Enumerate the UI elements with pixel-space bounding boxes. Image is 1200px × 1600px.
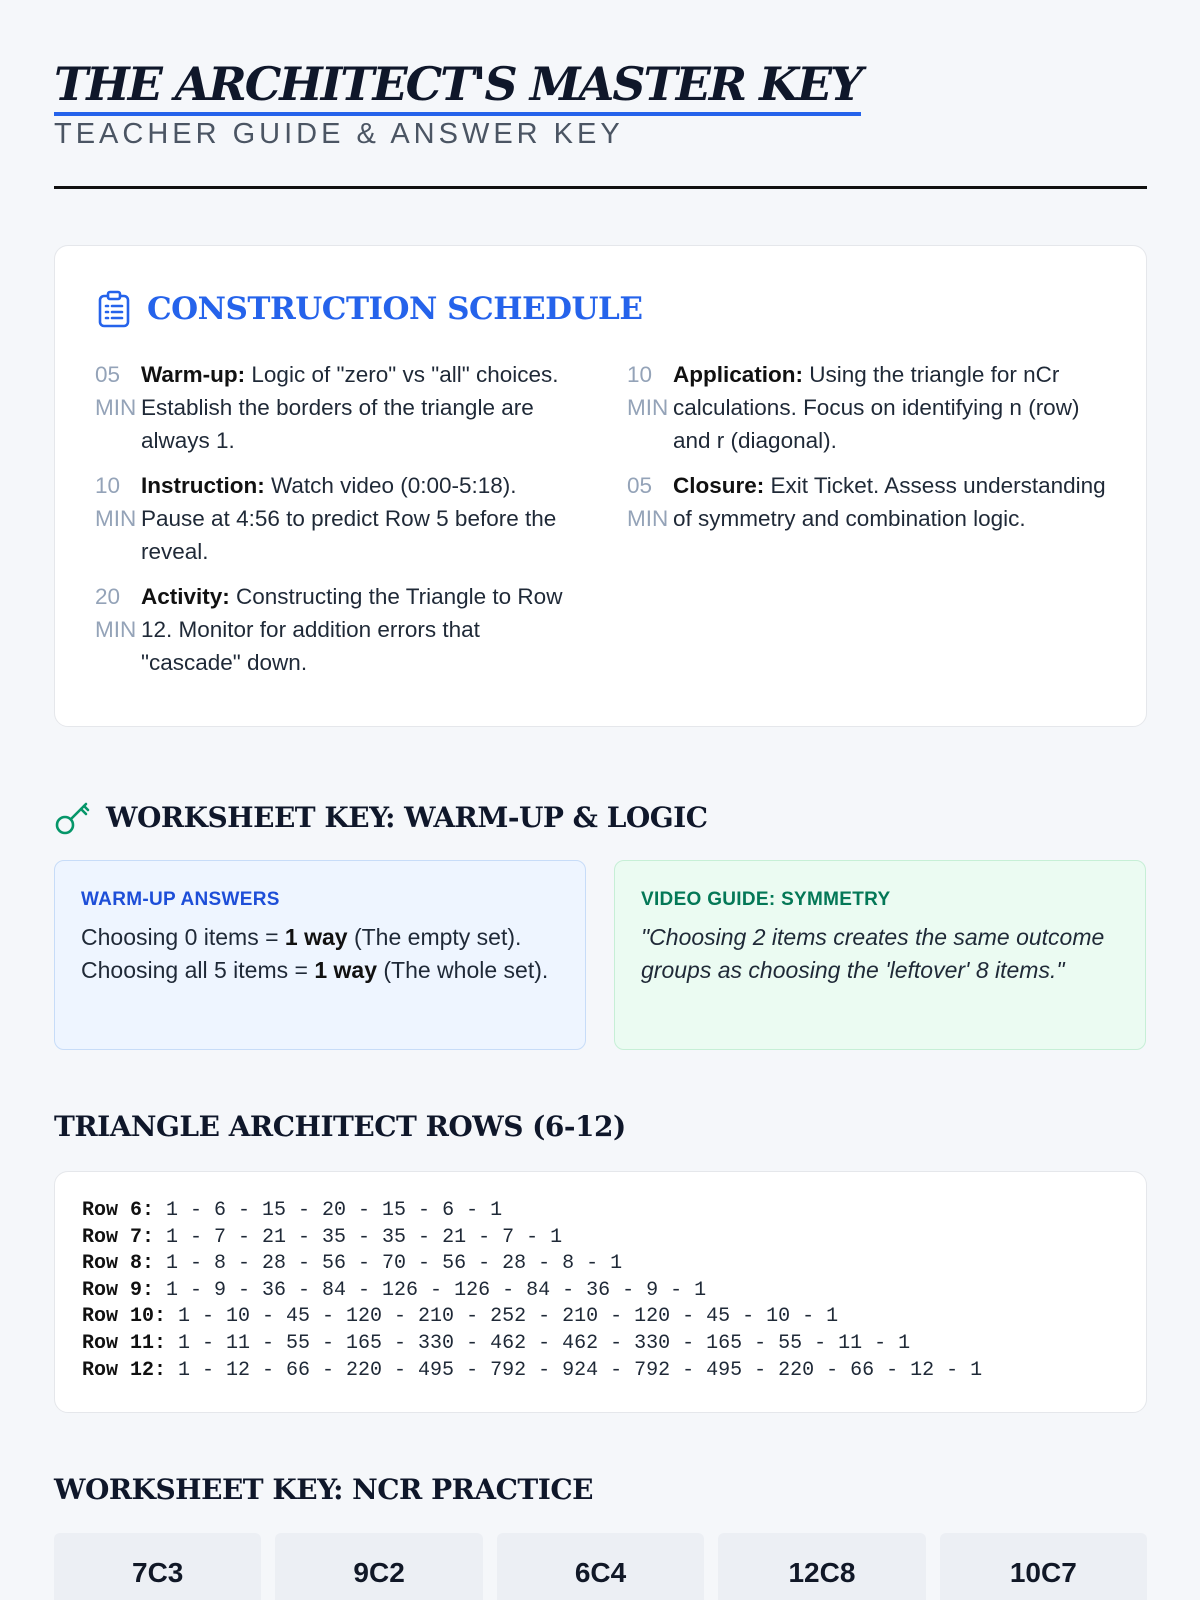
warmup-answers-box (54, 860, 586, 1050)
warmup-answers-text: Choosing 0 items = 1 way (The empty set). Choosing all 5 items = 1 way (The whole set). (81, 924, 549, 983)
schedule-time: 10 MIN (95, 473, 137, 531)
schedule-item (95, 469, 575, 568)
schedule-item (627, 358, 1107, 457)
ncr-section-title: WORKSHEET KEY: NCR PRACTICE (54, 1473, 593, 1506)
page-title: THE ARCHITECT'S MASTER KEY (54, 56, 861, 116)
video-guide-box (614, 860, 1146, 1050)
schedule-column-right (627, 358, 1107, 547)
schedule-text: Application: Using the triangle for nCr calculations. Focus on identifying n (row) and r (diagonal). (673, 362, 1080, 453)
rows-section-title: TRIANGLE ARCHITECT ROWS (6-12) (54, 1110, 626, 1143)
schedule-title: CONSTRUCTION SCHEDULE (147, 291, 643, 327)
triangle-row: Row 8: 1 - 8 - 28 - 56 - 70 - 56 - 28 - 8 - 1 (82, 1252, 623, 1276)
triangle-row: Row 10: 1 - 10 - 45 - 120 - 210 - 252 - 210 - 120 - 45 - 10 - 1 (82, 1305, 839, 1329)
ncr-card: 9C2 (275, 1533, 482, 1600)
schedule-column-left (95, 358, 575, 691)
page-subtitle: TEACHER GUIDE & ANSWER KEY (54, 118, 624, 150)
triangle-row: Row 9: 1 - 9 - 36 - 84 - 126 - 126 - 84 - 36 - 9 - 1 (82, 1278, 707, 1302)
clipboard-icon (97, 290, 131, 328)
ncr-card: 10C7 (940, 1533, 1147, 1600)
schedule-text: Instruction: Watch video (0:00-5:18). Pause at 4:56 to predict Row 5 before the reveal. (141, 473, 557, 564)
ncr-card: 6C4 (497, 1533, 704, 1600)
warmup-section-title: WORKSHEET KEY: WARM-UP & LOGIC (54, 798, 708, 836)
triangle-row: Row 7: 1 - 7 - 21 - 35 - 35 - 21 - 7 - 1 (82, 1225, 563, 1249)
video-guide-quote: "Choosing 2 items creates the same outcome groups as choosing the 'leftover' 8 items." (641, 924, 1105, 983)
ncr-card: 7C3 (54, 1533, 261, 1600)
schedule-time: 10 MIN (627, 362, 669, 420)
triangle-rows-card (54, 1171, 1147, 1413)
warmup-answers-label: WARM-UP ANSWERS (81, 889, 280, 910)
triangle-row: Row 11: 1 - 11 - 55 - 165 - 330 - 462 - 462 - 330 - 165 - 55 - 11 - 1 (82, 1331, 911, 1355)
video-guide-label: VIDEO GUIDE: SYMMETRY (641, 889, 891, 910)
schedule-item (95, 580, 575, 679)
schedule-time: 05 MIN (95, 362, 137, 420)
schedule-text: Warm-up: Logic of "zero" vs "all" choices. Establish the borders of the triangle are always 1. (141, 362, 559, 453)
schedule-item (627, 469, 1107, 535)
schedule-time: 20 MIN (95, 584, 137, 642)
schedule-header (97, 290, 642, 328)
header-divider (54, 186, 1147, 189)
construction-schedule-card (54, 245, 1147, 727)
ncr-card: 12C8 (718, 1533, 925, 1600)
triangle-row: Row 12: 1 - 12 - 66 - 220 - 495 - 792 - 924 - 792 - 495 - 220 - 66 - 12 - 1 (82, 1358, 983, 1382)
schedule-item (95, 358, 575, 457)
schedule-text: Activity: Constructing the Triangle to Row 12. Monitor for addition errors that "cascade" down. (141, 584, 563, 675)
ncr-practice-grid (54, 1533, 1147, 1600)
schedule-text: Closure: Exit Ticket. Assess understanding of symmetry and combination logic. (673, 473, 1106, 531)
schedule-time: 05 MIN (627, 473, 669, 531)
triangle-row: Row 6: 1 - 6 - 15 - 20 - 15 - 6 - 1 (82, 1199, 503, 1222)
key-icon (54, 798, 92, 836)
